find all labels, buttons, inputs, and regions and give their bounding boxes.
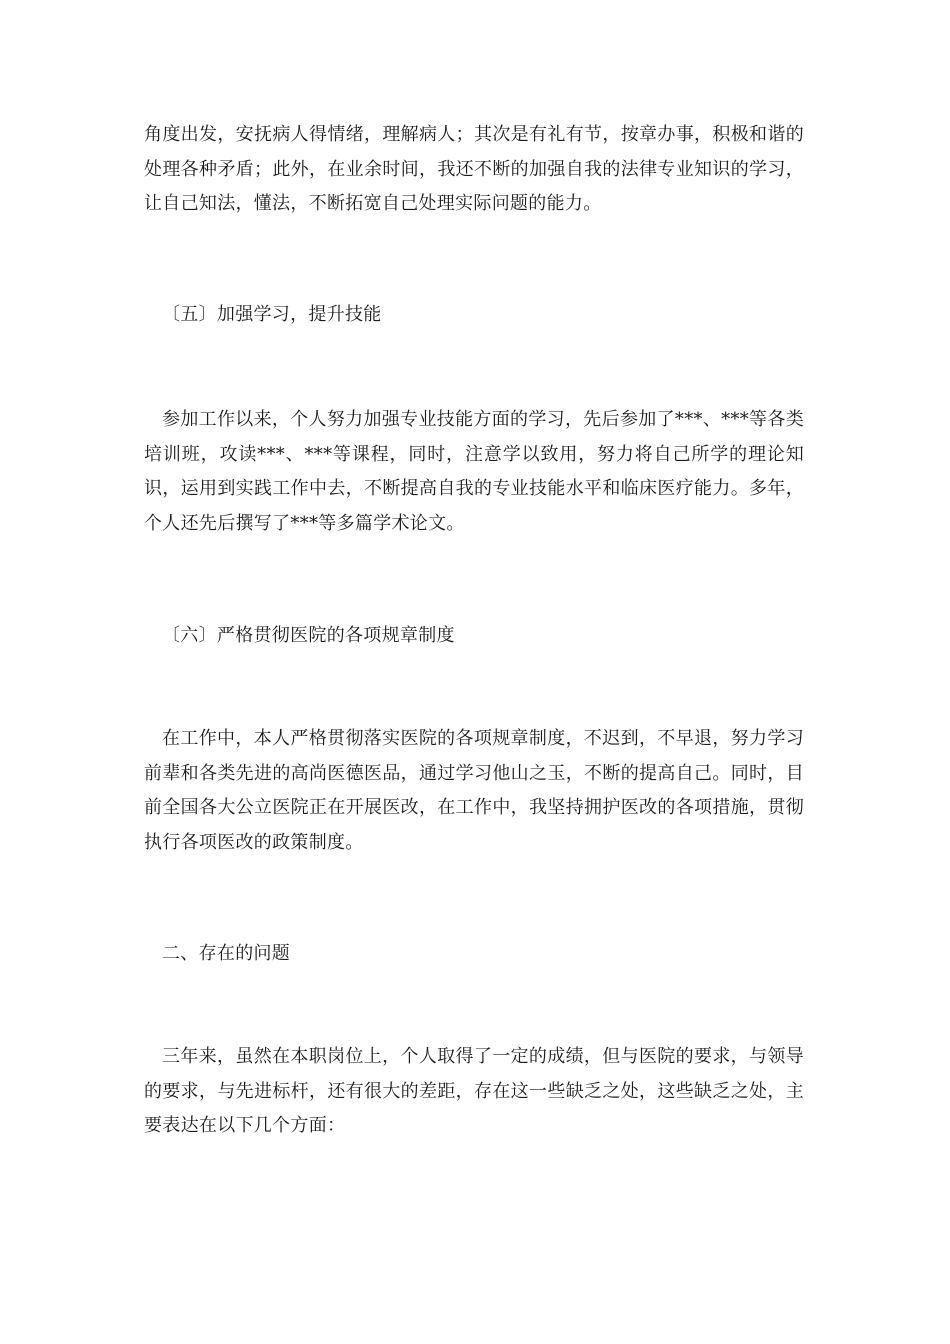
section-heading-5: 〔五〕加强学习，提升技能 xyxy=(162,304,382,325)
paragraph-shortcomings: 三年来，虽然在本职岗位上，个人取得了一定的成绩，但与医院的要求，与领导的要求，与先进标杆，还有很大的差距，存在这一些缺乏之处，这些缺乏之处，主要表达在以下几个方面： xyxy=(144,1046,804,1136)
paragraph-regulations: 在工作中，本人严格贯彻落实医院的各项规章制度，不迟到，不早退，努力学习前辈和各类先进的高尚医德医品，通过学习他山之玉，不断的提高自己。同时，目前全国各大公立医院正在开展医改，在工作中，我坚持拥护医改的各项措施，贯彻执行各项医改的政策制度。 xyxy=(144,728,804,853)
paragraph-conflict-handling: 角度出发，安抚病人得情绪，理解病人；其次是有礼有节，按章办事，积极和谐的处理各种矛盾；此外，在业余时间，我还不断的加强自我的法律专业知识的学习，让自己知法，懂法，不断拓宽自己处理实际问题的能力。 xyxy=(144,124,804,214)
paragraph-learning: 参加工作以来，个人努力加强专业技能方面的学习，先后参加了***、***等各类培训班，攻读***、***等课程，同时，注意学以致用，努力将自己所学的理论知识，运用到实践工作中去，不断提高自我的专业技能水平和临床医疗能力。多年，个人还先后撰写了***等多篇学术论文。 xyxy=(144,409,804,534)
section-heading-6: 〔六〕严格贯彻医院的各项规章制度 xyxy=(162,625,455,646)
section-heading-problems: 二、存在的问题 xyxy=(162,943,291,964)
